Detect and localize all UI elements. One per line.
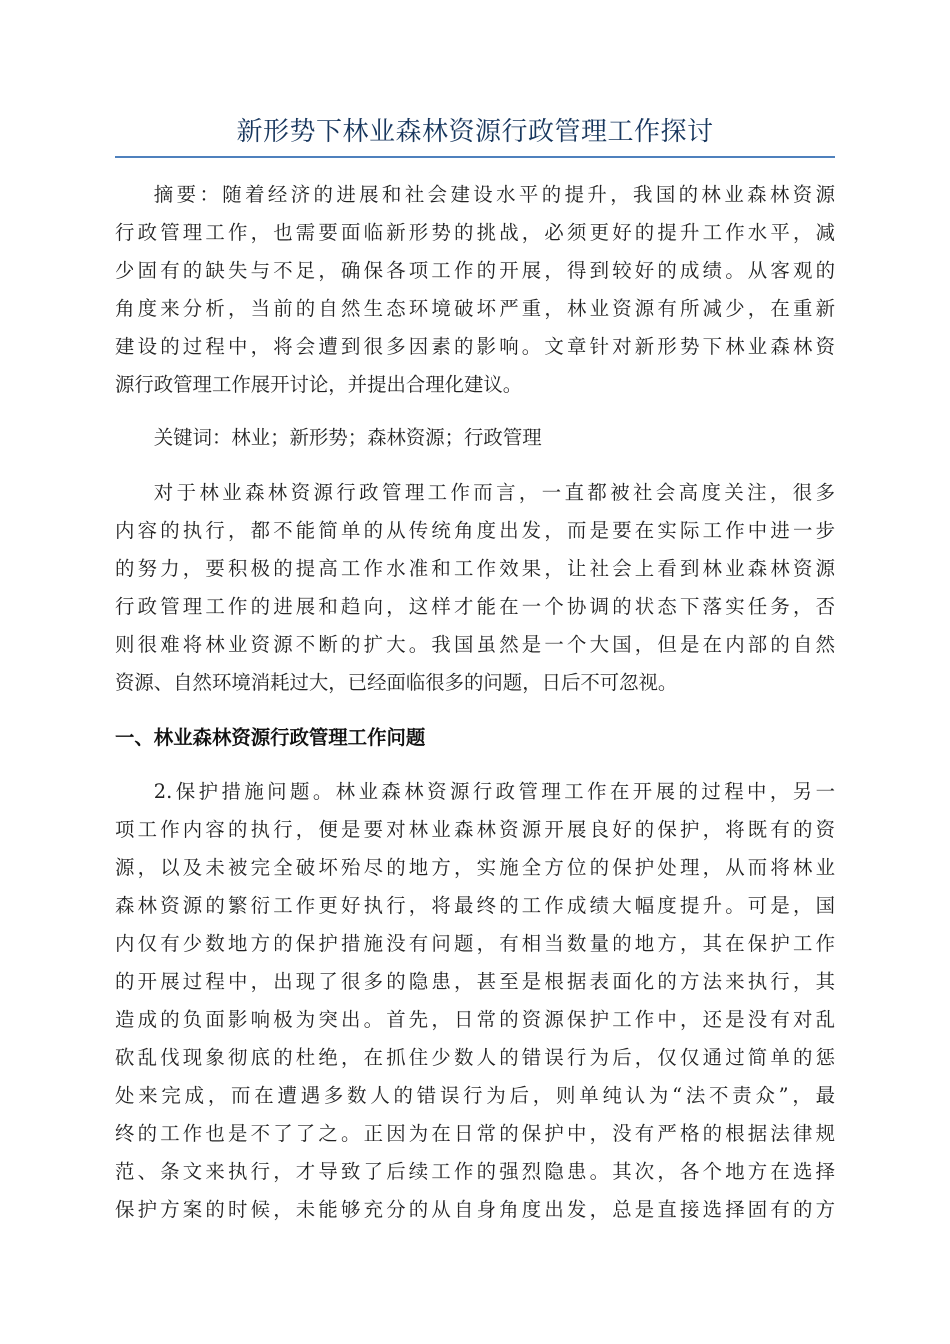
body-line: 源，以及未被完全破坏殆尽的地方，实施全方位的保护处理，从而将林业 <box>115 856 835 879</box>
intro-line: 则很难将林业资源不断的扩大。我国虽然是一个大国，但是在内部的自然 <box>115 633 835 656</box>
body-line: 范、条文来执行，才导致了后续工作的强烈隐患。其次，各个地方在选择 <box>115 1160 835 1183</box>
intro-line: 的努力，要积极的提高工作水准和工作效果，让社会上看到林业森林资源 <box>115 557 835 580</box>
body-line: 终的工作也是不了了之。正因为在日常的保护中，没有严格的根据法律规 <box>115 1122 835 1145</box>
body-line: 处来完成，而在遭遇多数人的错误行为后，则单纯认为“法不责众”，最 <box>115 1084 835 1107</box>
body-line: 的开展过程中，出现了很多的隐患，甚至是根据表面化的方法来执行，其 <box>115 970 835 993</box>
abstract-line: 行政管理工作，也需要面临新形势的挑战，必须更好的提升工作水平，减 <box>115 221 835 244</box>
intro-line: 内容的执行，都不能简单的从传统角度出发，而是要在实际工作中进一步 <box>115 519 835 542</box>
body-line: 项工作内容的执行，便是要对林业森林资源开展良好的保护，将既有的资 <box>115 818 835 841</box>
keywords-line: 关键词：林业；新形势；森林资源；行政管理 <box>153 426 542 449</box>
abstract-line: 摘要：随着经济的进展和社会建设水平的提升，我国的林业森林资源 <box>153 183 835 206</box>
intro-line: 资源、自然环境消耗过大，已经面临很多的问题，日后不可忽视。 <box>115 671 678 694</box>
section-heading: 一、林业森林资源行政管理工作问题 <box>115 726 426 749</box>
section1-paragraph <box>115 773 835 1229</box>
abstract-line: 少固有的缺失与不足，确保各项工作的开展，得到较好的成绩。从客观的 <box>115 259 835 282</box>
abstract-line: 角度来分析，当前的自然生态环境破坏严重，林业资源有所减少，在重新 <box>115 297 835 320</box>
body-line: 森林资源的繁衍工作更好执行，将最终的工作成绩大幅度提升。可是，国 <box>115 894 835 917</box>
body-line: 2.保护措施问题。林业森林资源行政管理工作在开展的过程中，另一 <box>153 780 835 803</box>
body-line: 造成的负面影响极为突出。首先，日常的资源保护工作中，还是没有对乱 <box>115 1008 835 1031</box>
body-line: 保护方案的时候，未能够充分的从自身角度出发，总是直接选择固有的方 <box>115 1198 835 1221</box>
intro-paragraph <box>115 474 835 702</box>
abstract-line: 源行政管理工作展开讨论，并提出合理化建议。 <box>115 373 523 396</box>
abstract-paragraph <box>115 176 835 404</box>
body-line: 砍乱伐现象彻底的杜绝，在抓住少数人的错误行为后，仅仅通过简单的惩 <box>115 1046 835 1069</box>
abstract-line: 建设的过程中，将会遭到很多因素的影响。文章针对新形势下林业森林资 <box>115 335 835 358</box>
keywords-paragraph <box>115 419 835 457</box>
title-block <box>115 112 835 158</box>
intro-line: 行政管理工作的进展和趋向，这样才能在一个协调的状态下落实任务，否 <box>115 595 835 618</box>
intro-line: 对于林业森林资源行政管理工作而言，一直都被社会高度关注，很多 <box>153 481 835 504</box>
body-line: 内仅有少数地方的保护措施没有问题，有相当数量的地方，其在保护工作 <box>115 932 835 955</box>
document-title: 新形势下林业森林资源行政管理工作探讨 <box>236 117 714 147</box>
